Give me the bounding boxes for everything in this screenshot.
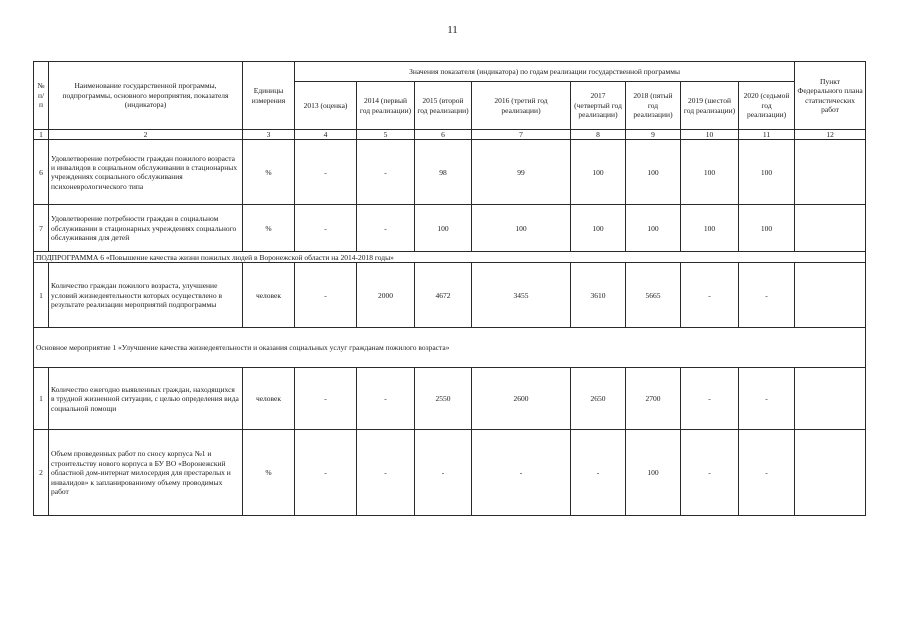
column-number: 1	[34, 130, 49, 140]
column-number: 12	[795, 130, 866, 140]
row-value: -	[739, 263, 795, 328]
row-value: -	[472, 430, 571, 516]
row-value: -	[295, 430, 357, 516]
row-federal	[795, 140, 866, 205]
row-value: 2000	[357, 263, 415, 328]
column-number: 3	[243, 130, 295, 140]
row-unit: человек	[243, 368, 295, 430]
column-number: 2	[49, 130, 243, 140]
row-value: -	[415, 430, 472, 516]
header-unit: Единицы измерения	[243, 62, 295, 130]
column-number: 10	[681, 130, 739, 140]
row-unit: человек	[243, 263, 295, 328]
row-federal	[795, 368, 866, 430]
row-value: 2650	[571, 368, 626, 430]
row-value: 100	[472, 205, 571, 252]
row-unit: %	[243, 430, 295, 516]
header-year: 2015 (второй год реализации)	[415, 82, 472, 130]
row-value: 2550	[415, 368, 472, 430]
row-value: -	[295, 140, 357, 205]
row-num: 6	[34, 140, 49, 205]
table-header	[34, 62, 866, 130]
row-value: -	[739, 368, 795, 430]
header-year: 2016 (третий год реализации)	[472, 82, 571, 130]
row-value: 100	[681, 205, 739, 252]
row-value: 100	[626, 430, 681, 516]
row-value: -	[357, 430, 415, 516]
row-value: 3455	[472, 263, 571, 328]
activity-title: Основное мероприятие 1 «Улучшение качества жизнедеятельности и оказания социальных услуг гражданам пожилого возраста»	[34, 328, 866, 368]
row-value: 100	[739, 140, 795, 205]
row-federal	[795, 430, 866, 516]
row-value: 3610	[571, 263, 626, 328]
row-value: -	[739, 430, 795, 516]
header-num: № п/п	[34, 62, 49, 130]
row-value: -	[357, 140, 415, 205]
row-name: Удовлетворение потребности граждан в социальном обслуживании в стационарных учреждениях социального обслуживания для детей	[49, 205, 243, 252]
column-number-row	[34, 130, 866, 140]
row-value: -	[681, 368, 739, 430]
table-row	[34, 263, 866, 328]
section-row	[34, 328, 866, 368]
table-row	[34, 140, 866, 205]
column-number: 9	[626, 130, 681, 140]
page-number: 11	[447, 24, 458, 36]
row-value: -	[295, 205, 357, 252]
row-unit: %	[243, 140, 295, 205]
row-unit: %	[243, 205, 295, 252]
row-value: 100	[681, 140, 739, 205]
row-value: -	[571, 430, 626, 516]
table-row	[34, 368, 866, 430]
row-value: 4672	[415, 263, 472, 328]
row-value: -	[295, 368, 357, 430]
header-year: 2013 (оценка)	[295, 82, 357, 130]
row-value: -	[681, 263, 739, 328]
column-number: 4	[295, 130, 357, 140]
row-value: 2700	[626, 368, 681, 430]
row-num: 7	[34, 205, 49, 252]
header-values-group: Значения показателя (индикатора) по годам реализации государственной программы	[295, 62, 795, 82]
row-value: 100	[739, 205, 795, 252]
row-value: 98	[415, 140, 472, 205]
table-row	[34, 430, 866, 516]
row-value: -	[295, 263, 357, 328]
header-year: 2019 (шестой год реализации)	[681, 82, 739, 130]
row-value: -	[357, 368, 415, 430]
row-value: 100	[571, 205, 626, 252]
table-row	[34, 205, 866, 252]
section-row	[34, 252, 866, 263]
column-number: 6	[415, 130, 472, 140]
row-name: Объем проведенных работ по сносу корпуса №1 и строительству нового корпуса в БУ ВО «Воронежский областной дом-интернат милосердия для престарелых и инвалидов» к запланированному объему проводимых работ	[49, 430, 243, 516]
column-number: 5	[357, 130, 415, 140]
header-year: 2018 (пятый год реализации)	[626, 82, 681, 130]
row-num: 1	[34, 368, 49, 430]
header-year: 2014 (первый год реализации)	[357, 82, 415, 130]
row-value: 99	[472, 140, 571, 205]
column-number: 11	[739, 130, 795, 140]
header-federal: Пункт Федерального плана статистических работ	[795, 62, 866, 130]
row-name: Удовлетворение потребности граждан пожилого возраста и инвалидов в социальном обслуживании в стационарных учреждениях социального обслуживания психоневрологического типа	[49, 140, 243, 205]
header-year: 2020 (седьмой год реализации)	[739, 82, 795, 130]
row-federal	[795, 263, 866, 328]
column-number: 7	[472, 130, 571, 140]
header-name: Наименование государственной программы, подпрограммы, основного мероприятия, показателя (индикатора)	[49, 62, 243, 130]
row-value: 2600	[472, 368, 571, 430]
row-federal	[795, 205, 866, 252]
row-num: 1	[34, 263, 49, 328]
row-value: 5665	[626, 263, 681, 328]
subprogram-title: ПОДПРОГРАММА 6 «Повышение качества жизни пожилых людей в Воронежской области на 2014-2018 годы»	[34, 252, 866, 263]
row-value: 100	[415, 205, 472, 252]
row-value: -	[357, 205, 415, 252]
column-number: 8	[571, 130, 626, 140]
row-name: Количество граждан пожилого возраста, улучшение условий жизнедеятельности которых осуществлено в результате реализации мероприятий подпрограммы	[49, 263, 243, 328]
row-name: Количество ежегодно выявленных граждан, находящихся в трудной жизненной ситуации, с целью определения вида социальной помощи	[49, 368, 243, 430]
header-year: 2017 (четвертый год реализации)	[571, 82, 626, 130]
row-value: 100	[626, 140, 681, 205]
row-value: -	[681, 430, 739, 516]
row-value: 100	[571, 140, 626, 205]
row-value: 100	[626, 205, 681, 252]
indicators-table	[33, 61, 866, 516]
row-num: 2	[34, 430, 49, 516]
